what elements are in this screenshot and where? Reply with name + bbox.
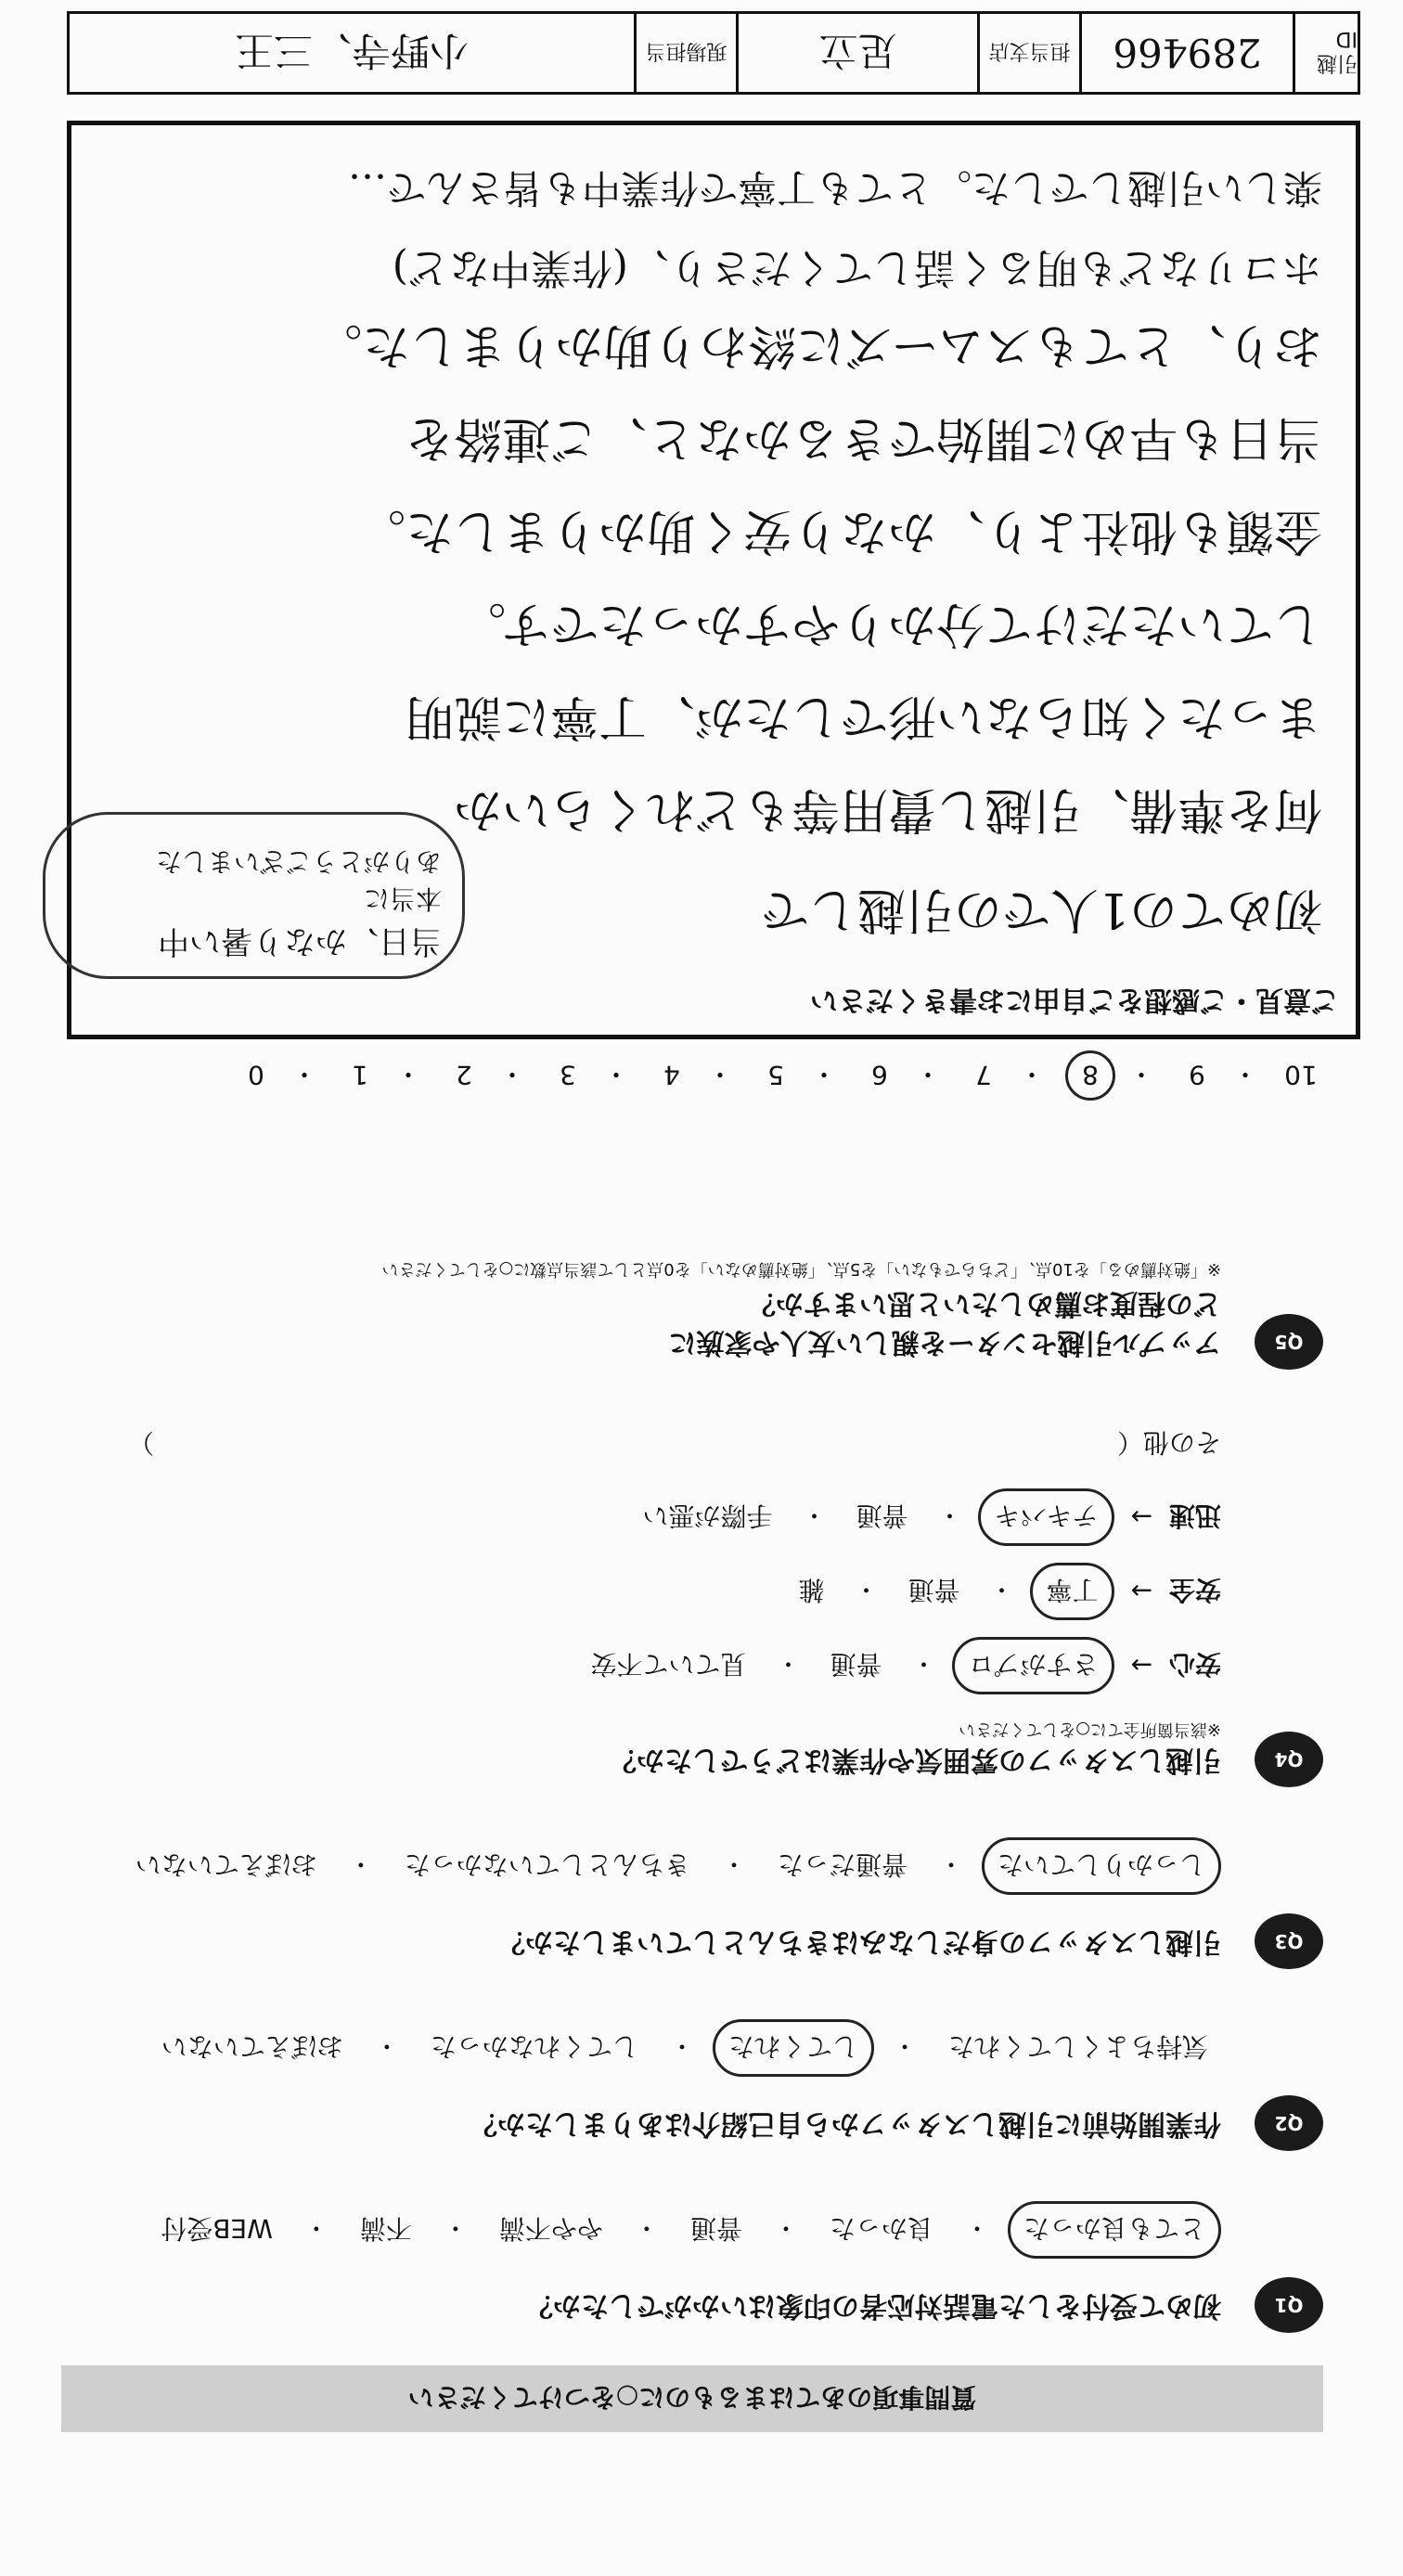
q1-option-good[interactable]: 良かった [829, 2213, 933, 2244]
q4-relief-pro[interactable]: さすがプロ [953, 1637, 1114, 1694]
q4-other [128, 1425, 1221, 1462]
q1-option-slightly-dissatisfied[interactable]: やや不満 [498, 2213, 603, 2244]
bubble-line-3: ありがとうございました [155, 846, 442, 877]
q4-safety-careful[interactable]: 丁寧 [1031, 1563, 1114, 1620]
scale-1[interactable]: 1 [352, 1060, 368, 1091]
scale-9[interactable]: 9 [1189, 1060, 1205, 1091]
bubble-line-1: 当日、かなり暑い中 [158, 922, 442, 960]
q1-option-web[interactable]: WEB受付 [161, 2213, 273, 2244]
q3-option-not-neat[interactable]: きちんとしていなかった [404, 1849, 690, 1880]
comment-line-8: ホコリなども明るく話してくださり、(作業中など) [392, 244, 1322, 291]
bubble-line-2: 本当に [363, 883, 442, 914]
scale-4[interactable]: 4 [663, 1060, 680, 1091]
q4-safety-rough[interactable]: 雑 [798, 1575, 825, 1605]
question-1-text: 初めて受付をした電話対応者の印象はいかがでしたか？ [525, 2289, 1221, 2322]
question-2-text: 作業開始前に引越しスタッフから自己紹介はありましたか？ [470, 2107, 1221, 2140]
scale-6[interactable]: 6 [871, 1060, 888, 1091]
q2-option-did-not[interactable]: してくれなかった [430, 2031, 638, 2062]
q4-row-speed-label: 迅速 [1168, 1501, 1221, 1531]
q4-speed-normal[interactable]: 普通 [856, 1501, 908, 1531]
q4-speed-efficient[interactable]: テキパキ [979, 1488, 1114, 1546]
staff-label: 現場担当 [634, 14, 736, 92]
comments-box[interactable] [67, 121, 1360, 1039]
staff-value: 小野寺、三王 [235, 28, 470, 73]
q4-relief-uneasy[interactable]: 見ていて不安 [590, 1649, 747, 1680]
question-1-icon: Q1 [1255, 2277, 1323, 2333]
question-4-text: 引越しスタッフの雰囲気や作業はどうでしたか？ [609, 1744, 1221, 1776]
question-2 [61, 1984, 1323, 2151]
q1-option-normal[interactable]: 普通 [689, 2213, 742, 2244]
q4-row-relief: 安心 → さすがプロ ・ 普通 ・ 見ていて不安 [577, 1637, 1221, 1694]
q3-option-dont-remember[interactable]: おぼえていない [135, 1849, 317, 1880]
recommendation-scale: 10 ・ 9 ・ 8 ・ 7 ・ 6 ・ 5 ・ 4 ・ 3 ・ 2 ・ 1 ・ 0 [234, 1050, 1323, 1101]
q1-option-dissatisfied[interactable]: 不満 [359, 2213, 412, 2244]
comment-line-3: まったく知らない形でしたが、丁寧に説明 [405, 689, 1322, 744]
q4-row-relief-label: 安心 [1168, 1649, 1221, 1680]
question-5 [61, 1110, 1323, 1370]
comments-title: ご意見・ご感想をご自由にお書きください [810, 984, 1339, 1016]
id-value: 289466 [1079, 14, 1293, 92]
q4-other-label: その他（ [1116, 1427, 1221, 1458]
q4-row-speed: 迅速 → テキパキ ・ 普通 ・ 手際が悪い [629, 1488, 1221, 1546]
q4-relief-normal[interactable]: 普通 [830, 1649, 882, 1680]
q1-option-very-good[interactable]: とても良かった [1008, 2201, 1221, 2259]
scale-0[interactable]: 0 [248, 1060, 264, 1091]
question-3 [61, 1802, 1323, 1969]
q4-row-safety-label: 安全 [1168, 1575, 1221, 1605]
question-5-text-2: どの程度お薦めしたいと思いますか？ [748, 1287, 1221, 1320]
scale-10[interactable]: 10 [1284, 1060, 1318, 1091]
question-4-note: ※該当箇所全てに○をしてください [959, 1719, 1221, 1739]
q4-safety-normal[interactable]: 普通 [907, 1575, 960, 1605]
q4-speed-slow[interactable]: 手際が悪い [642, 1501, 773, 1531]
branch-label: 担当支店 [977, 14, 1079, 92]
comment-line-4: していただけて分かりやすかったです。 [457, 596, 1322, 651]
q3-option-neat[interactable]: しっかりしていた [982, 1837, 1221, 1895]
scale-7[interactable]: 7 [975, 1060, 992, 1091]
branch-value: 足立 [736, 14, 977, 92]
comment-line-7: おり、とてもスムーズに終わり助かりました。 [314, 317, 1322, 373]
question-4 [61, 1388, 1323, 1787]
comments-bubble [43, 812, 465, 979]
comment-line-5: 金額も他社より、かなり安く助かりました。 [356, 503, 1322, 559]
scale-3[interactable]: 3 [560, 1060, 576, 1091]
question-2-icon: Q2 [1255, 2095, 1323, 2151]
q2-option-did[interactable]: してくれた [713, 2019, 874, 2077]
scale-5[interactable]: 5 [767, 1060, 784, 1091]
question-3-options: しっかりしていた ・ 普通だった ・ きちんとしていなかった ・ おぼえていない [122, 1837, 1221, 1895]
comment-line-1: 初めての1人での引越しで [760, 882, 1322, 937]
q4-row-safety: 安全 → 丁寧 ・ 普通 ・ 雑 [785, 1563, 1221, 1620]
q2-option-pleasant[interactable]: 気持ちよくしてくれた [947, 2031, 1208, 2062]
comment-line-2: 何を準備、引越し費用等もどれくらいか [453, 781, 1322, 837]
question-4-icon: Q4 [1255, 1732, 1323, 1787]
id-label: 引越ID [1293, 14, 1358, 92]
q4-other-close: ） [128, 1427, 155, 1458]
staff-info-table [67, 11, 1360, 95]
question-2-options: 気持ちよくしてくれた ・ してくれた ・ してくれなかった ・ おぼえていない [148, 2019, 1221, 2077]
q2-option-dont-remember[interactable]: おぼえていない [161, 2031, 343, 2062]
q3-option-normal[interactable]: 普通だった [777, 1849, 907, 1880]
question-1-options: とても良かった ・ 良かった ・ 普通 ・ やや不満 ・ 不満 ・ WEB受付 [148, 2201, 1221, 2259]
question-5-text: アップル引越センターを親しい友人や家族に [668, 1326, 1221, 1359]
question-3-icon: Q3 [1255, 1913, 1323, 1969]
scale-8[interactable]: 8 [1065, 1050, 1115, 1101]
question-5-icon: Q5 [1255, 1314, 1323, 1370]
comment-line-6: 当日も早めに開始できるかなと、ご連絡を [405, 410, 1322, 466]
instructions-banner: 質問事項のあてはまるものに○をつけてください [61, 2365, 1323, 2432]
question-3-text: 引越しスタッフの身だしなみはきちんとしていましたか？ [497, 1926, 1221, 1958]
question-1 [61, 2166, 1323, 2333]
scale-2[interactable]: 2 [456, 1060, 472, 1091]
comment-line-9: 楽しい引越しでした。とても丁寧で作業中も皆さんで… [347, 165, 1322, 211]
question-5-note: ※「絶対薦める」を10点、「どちらでもない」を5点、「絶対薦めない」を0点として該当点数に○をしてください [381, 1259, 1221, 1279]
